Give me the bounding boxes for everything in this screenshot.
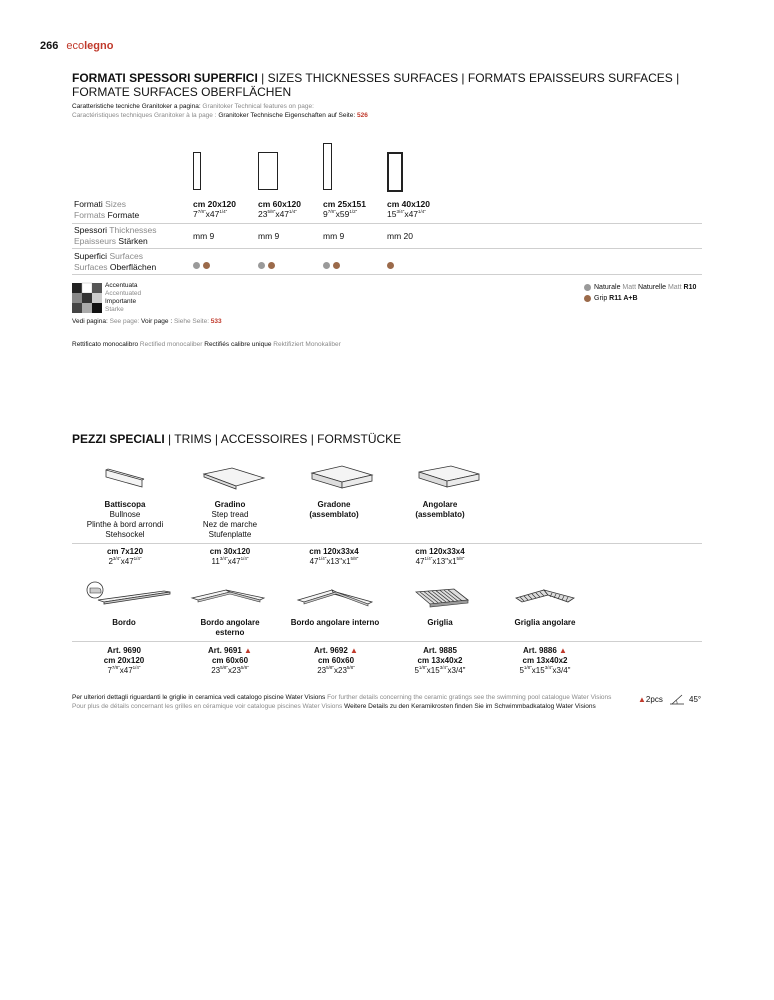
format-size-cm: cm 20x120 [193, 199, 237, 209]
gradone-drawing-icon [310, 464, 374, 490]
rectified-line [72, 341, 341, 349]
legend-matt-de: Matt [666, 284, 682, 291]
divider [72, 641, 702, 642]
surface-col-3 [323, 257, 343, 275]
bordo-drawing-icon [86, 580, 172, 608]
matt-dot-icon [193, 262, 200, 269]
brand-bold: legno [84, 40, 114, 52]
trim-size-inch: 5 [519, 666, 524, 675]
trim-size-inch: 23 [317, 666, 327, 675]
trim-name-en: Bullnose [109, 510, 141, 519]
trim-griglia-angolare-size [495, 646, 595, 676]
row-label-sizes-de: Formate [105, 209, 140, 220]
trim-name-it: Bordo angolare interno [290, 618, 380, 627]
article-number: Art. 9885 [423, 646, 457, 655]
tech-line-2-fr: Caractéristiques techniques Granitoker à la page : [72, 112, 217, 119]
formats-title-bold: FORMATI SPESSORI SUPERFICI [72, 71, 258, 85]
row-label-sizes-en: Sizes [102, 199, 126, 209]
trim-angolare-size [390, 547, 490, 567]
see-page-line [72, 318, 222, 326]
trim-name-de: Stufenplatte [208, 530, 252, 539]
see-page-fr: Voir page : [139, 318, 173, 325]
footnote-it: Per ulteriori dettagli riguardanti le griglie in ceramica vedi catalogo piscine Water Visions [72, 694, 326, 701]
trim-size-inch: 47 [309, 557, 319, 566]
matt-dot-icon [258, 262, 265, 269]
trim-bordo-interno-name [278, 618, 392, 628]
format-size-frac: 7/8" [197, 209, 206, 214]
trim-size-cm: cm 13x40x2 [522, 656, 568, 665]
grip-dot-icon [387, 262, 394, 269]
row-label-thickness-fr: Epaisseurs [74, 235, 117, 246]
trim-size-inch: 47 [415, 557, 425, 566]
legend-grip [584, 294, 638, 303]
legend-matt-en: Matt [620, 284, 637, 291]
format-size-inch: x47 [205, 209, 220, 219]
shade-variation-icon [72, 283, 102, 313]
matt-dot-icon [323, 262, 330, 269]
trim-griglia-angolare-name [495, 618, 595, 628]
trim-name-note: (assemblato) [309, 510, 359, 519]
trim-size-frac: 5/8" [220, 665, 228, 670]
trim-size-inch: 23 [211, 666, 221, 675]
trim-size-frac: 1/4" [318, 556, 327, 561]
footnote-line-2 [72, 703, 632, 711]
tech-line-2 [72, 112, 368, 120]
trim-size-inch: 5 [414, 666, 419, 675]
trim-size-cm: cm 120x33x4 [415, 547, 465, 556]
trim-name-it: Griglia [427, 618, 453, 627]
footnote-en: For further details concerning the ceramic gratings see the swimming pool catalogue Water Visions [325, 694, 612, 701]
variation-legend-de: Starke [105, 306, 124, 313]
surface-col-2 [258, 257, 278, 275]
tech-page-link[interactable]: 526 [355, 112, 368, 119]
surface-col-4 [387, 257, 397, 275]
trim-size-frac: 5/8" [240, 665, 249, 670]
divider [72, 248, 702, 249]
trim-name-it: Griglia angolare [514, 618, 576, 627]
trim-name-it: Bordo angolare [200, 618, 260, 627]
trim-size-frac: 5/8" [350, 556, 359, 561]
angle-label: 45° [689, 695, 702, 704]
trim-size-frac: 1/8" [418, 665, 427, 670]
trim-bullnose-name [75, 500, 175, 540]
legend-matt-fr: Naturelle [636, 284, 666, 291]
tile-25x151-icon [323, 143, 332, 190]
warning-triangle-icon: ▲ [638, 695, 646, 704]
page-number: 266 [40, 40, 59, 52]
article-number: Art. 9886 [523, 646, 557, 655]
thickness-col-2: mm 9 [258, 231, 280, 241]
format-size-frac: 1/4" [418, 209, 426, 214]
format-col-1 [193, 199, 236, 219]
format-size-inch: 9 [323, 209, 328, 219]
row-label-thickness-it: Spessori [74, 225, 108, 235]
row-label-surfaces [74, 251, 156, 272]
format-size-inch: 15 [387, 209, 397, 219]
format-size-inch: x47 [404, 209, 419, 219]
trim-size-inch: x15 [531, 666, 545, 675]
trim-name-de: Stehsockel [105, 530, 145, 539]
row-label-thickness [74, 225, 157, 246]
tech-line-2-de: Granitoker Technische Eigenschaften auf Seite: [216, 112, 356, 119]
trim-size-inch: x23 [228, 666, 241, 675]
format-size-frac: 5/8" [267, 209, 276, 214]
trim-size-frac: 5/8" [326, 665, 334, 670]
trim-size-frac: 3/4" [544, 665, 553, 670]
trim-size-inch: x23 [334, 666, 347, 675]
variation-legend-fr: Importante [105, 298, 137, 305]
format-size-inch: 23 [258, 209, 268, 219]
pcs-label: 2pcs [645, 695, 663, 704]
trim-griglia-name [390, 618, 490, 628]
trim-bordo-size [74, 646, 174, 676]
trims-title-rest: | TRIMS | ACCESSOIRES | FORMSTÜCKE [164, 432, 402, 446]
formats-title [72, 71, 712, 99]
angle-45-icon [669, 694, 685, 706]
matt-dot-icon [584, 284, 591, 291]
trim-name-fr: Nez de marche [202, 520, 258, 529]
footnote-line-1 [72, 694, 632, 702]
trim-size-inch: x47 [120, 557, 134, 566]
griglia-angolare-drawing-icon [514, 586, 576, 610]
see-page-de: Siehe Seite: [172, 318, 209, 325]
thickness-col-4: mm 20 [387, 231, 413, 241]
warning-triangle-icon: ▲ [244, 646, 252, 655]
warning-triangle-icon: ▲ [350, 646, 358, 655]
bullnose-drawing-icon [104, 467, 146, 489]
tile-40x120-icon [387, 152, 403, 192]
trim-bordo-interno-size [284, 646, 388, 676]
format-size-frac: 1/2" [349, 209, 358, 214]
trim-size-frac: 1/4" [424, 556, 433, 561]
tech-line-1 [72, 103, 314, 111]
trim-size-inch: x3/4" [552, 666, 571, 675]
tile-60x120-icon [258, 152, 278, 190]
format-size-cm: cm 60x120 [258, 199, 302, 209]
row-label-surfaces-de: Oberflächen [107, 261, 157, 272]
article-number: Art. 9692 [314, 646, 348, 655]
trim-bordo-esterno-size [178, 646, 282, 676]
legend-grip-rating: R11 A+B [607, 295, 638, 302]
format-col-2 [258, 199, 301, 219]
format-size-frac: 3/4" [396, 209, 405, 214]
page-header [40, 40, 113, 52]
format-size-cm: cm 25x151 [323, 199, 367, 209]
rectified-it: Rettificato monocalibro [72, 341, 139, 348]
row-label-surfaces-en: Surfaces [107, 251, 143, 261]
trims-title [72, 432, 712, 446]
trim-size-inch: x13"x1 [326, 557, 351, 566]
legend-matt-it: Naturale [594, 284, 621, 291]
thickness-col-3: mm 9 [323, 231, 345, 241]
format-size-inch: x47 [275, 209, 290, 219]
trim-size-inch: 2 [108, 557, 113, 566]
brand-light: eco [66, 40, 85, 52]
trim-name-note: (assemblato) [415, 510, 465, 519]
trim-size-cm: cm 13x40x2 [417, 656, 463, 665]
trim-name-it: Angolare [422, 500, 458, 509]
row-label-sizes-it: Formati [74, 199, 103, 209]
format-col-3 [323, 199, 366, 219]
article-number: Art. 9690 [107, 646, 141, 655]
trim-name-it: Battiscopa [104, 500, 146, 509]
trim-size-inch: x3/4" [447, 666, 466, 675]
grip-dot-icon [268, 262, 275, 269]
trim-name-en: Step tread [211, 510, 249, 519]
trim-gradone-name [284, 500, 384, 520]
trim-size-frac: 3/4" [112, 556, 121, 561]
trim-size-cm: cm 120x33x4 [309, 547, 359, 556]
trim-step-size [180, 547, 280, 567]
trim-size-frac: 3/4" [439, 665, 448, 670]
article-number: Art. 9691 [208, 646, 242, 655]
format-size-cm: cm 40x120 [387, 199, 431, 209]
trim-bordo-name [74, 618, 174, 628]
divider [72, 543, 702, 544]
trim-size-inch: x47 [119, 666, 133, 675]
trim-name-it-2: esterno [215, 628, 245, 637]
trim-size-frac: 7/8" [111, 665, 120, 670]
angolare-drawing-icon [417, 464, 481, 490]
trim-size-frac: 1/4" [132, 665, 141, 670]
trim-size-cm: cm 30x120 [209, 547, 251, 556]
trim-gradone-size [284, 547, 384, 567]
trim-size-frac: 5/8" [456, 556, 465, 561]
rectified-en: Rectified monocaliber [138, 341, 203, 348]
pcs-legend [638, 695, 663, 704]
rectified-de: Rektifiziert Monokaliber [271, 341, 341, 348]
legend-matt-rating: R10 [681, 284, 697, 291]
trim-size-cm: cm 20x120 [103, 656, 145, 665]
row-label-thickness-en: Thicknesses [107, 225, 157, 235]
rectified-fr: Rectifiés calibre unique [202, 341, 272, 348]
trim-size-frac: 5/8" [346, 665, 355, 670]
format-size-frac: 7/8" [327, 209, 336, 214]
trim-griglia-size [390, 646, 490, 676]
trim-size-frac: 3/4" [219, 556, 228, 561]
warning-triangle-icon: ▲ [559, 646, 567, 655]
thickness-col-1: mm 9 [193, 231, 215, 241]
divider [72, 223, 702, 224]
row-label-surfaces-it: Superfici [74, 251, 108, 261]
format-col-4 [387, 199, 430, 219]
row-label-sizes-fr: Formats [74, 209, 106, 220]
see-page-it: Vedi pagina: [72, 318, 108, 325]
trim-size-frac: 1/8" [523, 665, 532, 670]
trim-size-frac: 1/4" [240, 556, 249, 561]
step-tread-drawing-icon [202, 466, 266, 490]
variation-legend-en: Accentuated [105, 290, 142, 297]
format-size-inch: 7 [193, 209, 198, 219]
grip-dot-icon [584, 295, 591, 302]
trim-bordo-esterno-name [178, 618, 282, 638]
trim-name-it: Gradone [317, 500, 351, 509]
legend-matt [584, 283, 696, 292]
variation-legend [105, 282, 141, 314]
trim-name-fr: Plinthe à bord arrondi [86, 520, 164, 529]
legend-grip-label: Grip [594, 295, 608, 302]
row-label-surfaces-fr: Surfaces [74, 261, 108, 272]
grip-dot-icon [333, 262, 340, 269]
see-page-link[interactable]: 533 [209, 318, 222, 325]
trim-size-cm: cm 60x60 [211, 656, 249, 665]
trim-size-inch: x13"x1 [432, 557, 457, 566]
format-size-frac: 1/4" [289, 209, 297, 214]
trim-size-frac: 1/4" [133, 556, 142, 561]
trim-size-inch: x47 [227, 557, 241, 566]
row-label-thickness-de: Stärken [116, 235, 148, 246]
format-size-frac: 1/4" [219, 209, 228, 214]
bordo-angolare-interno-drawing-icon [296, 586, 374, 610]
formats-title-rest: | SIZES THICKNESSES SURFACES | FORMATS EPAISSEURS SURFACES | FORMATE SURFACES OBERFLÄCHEN [72, 71, 680, 99]
tile-20x120-icon [193, 152, 201, 190]
trim-size-inch: 11 [211, 557, 220, 566]
surface-col-1 [193, 257, 213, 275]
see-page-en: See page: [107, 318, 140, 325]
format-size-inch: x59 [335, 209, 350, 219]
footnote-de: Weitere Details zu den Keramikrosten finden Sie im Schwimmbadkatalog Water Visions [342, 703, 596, 710]
trim-size-cm: cm 7x120 [106, 547, 144, 556]
footnote-fr: Pour plus de détails concernant les grilles en céramique voir catalogue piscines Water Visions [72, 703, 343, 710]
trims-title-bold: PEZZI SPECIALI [72, 432, 165, 446]
tech-line-1-en: Granitoker Technical features on page: [200, 103, 314, 110]
trim-name-it: Bordo [112, 618, 136, 627]
trim-angolare-name [390, 500, 490, 520]
griglia-drawing-icon [414, 588, 470, 608]
trim-bullnose-size [75, 547, 175, 567]
trim-name-it: Gradino [214, 500, 246, 509]
grip-dot-icon [203, 262, 210, 269]
tech-line-1-it: Caratteristiche tecniche Granitoker a pagina: [72, 103, 201, 110]
row-label-sizes [74, 199, 139, 220]
trim-size-inch: x15 [426, 666, 440, 675]
trim-step-name [180, 500, 280, 540]
trim-size-inch: 7 [107, 666, 112, 675]
variation-legend-it: Accentuata [105, 282, 138, 289]
trim-size-cm: cm 60x60 [317, 656, 355, 665]
bordo-angolare-esterno-drawing-icon [190, 586, 266, 610]
